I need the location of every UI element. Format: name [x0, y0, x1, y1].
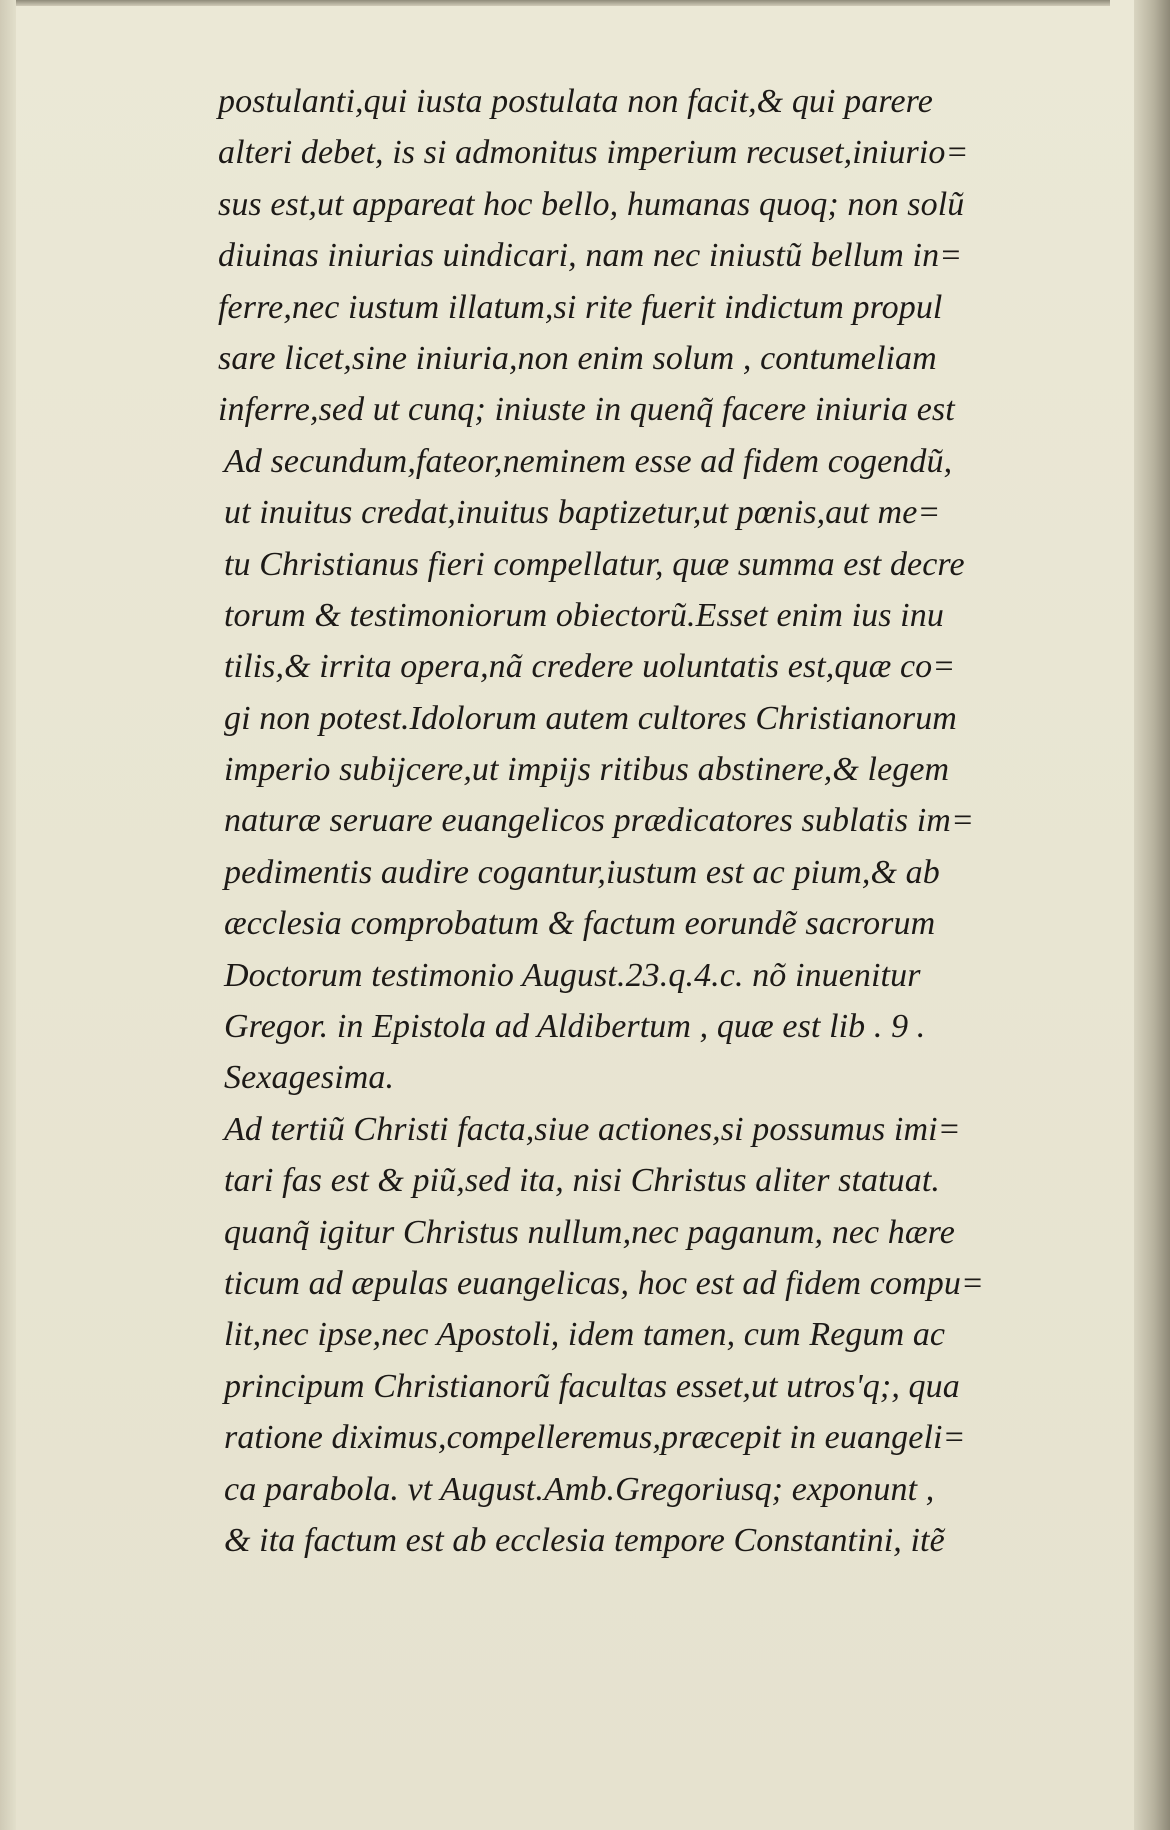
text-line: alteri debet, is si admonitus imperium recuset,iniurio=: [218, 134, 969, 172]
text-line: æcclesia comprobatum & factum eorundẽ sacrorum: [224, 905, 936, 943]
text-line: & ita factum est ab ecclesia tempore Constantini, itẽ: [224, 1521, 945, 1559]
text-line: quanq̃ igitur Christus nullum,nec paganum, nec hære: [224, 1213, 955, 1251]
text-line: sus est,ut appareat hoc bello, humanas quoq; non solũ: [218, 185, 965, 223]
text-line: Ad secundum,fateor,neminem esse ad fidem cogendũ,: [224, 442, 953, 480]
text-line: gi non potest.Idolorum autem cultores Christianorum: [224, 699, 957, 737]
text-line: diuinas iniurias uindicari, nam nec iniustũ bellum in=: [218, 237, 963, 275]
text-line: postulanti,qui iusta postulata non facit,& qui parere: [218, 83, 933, 120]
text-line: ut inuitus credat,inuitus baptizetur,ut pœnis,aut me=: [224, 494, 941, 532]
text-line: principum Christianorũ facultas esset,ut utros'q;, qua: [224, 1367, 960, 1405]
text-line: Gregor. in Epistola ad Aldibertum , quæ est lib . 9 .: [224, 1008, 926, 1046]
text-line: Sexagesima.: [224, 1059, 395, 1097]
text-block: [218, 76, 1068, 1566]
text-line: ferre,nec iustum illatum,si rite fuerit indictum propul: [218, 288, 943, 326]
text-line: inferre,sed ut cunq; iniuste in quenq̃ facere iniuria est: [218, 391, 955, 429]
text-line: Doctorum testimonio August.23.q.4.c. nõ inuenitur: [224, 956, 921, 994]
text-line: naturæ seruare euangelicos prædicatores sublatis im=: [224, 802, 974, 840]
text-line: ticum ad æpulas euangelicas, hoc est ad fidem compu=: [224, 1264, 984, 1302]
text-line: imperio subijcere,ut impijs ritibus abstinere,& legem: [224, 751, 950, 789]
page-gutter: [0, 0, 16, 1830]
text-line: sare licet,sine iniuria,non enim solum , contumeliam: [218, 339, 937, 377]
text-line: lit,nec ipse,nec Apostoli, idem tamen, cum Regum ac: [224, 1316, 946, 1354]
page-right-edge: [1134, 0, 1170, 1830]
page-top-edge: [0, 0, 1110, 6]
text-line: torum & testimoniorum obiectorũ.Esset enim ius inu: [224, 596, 944, 634]
text-line: tilis,& irrita opera,nã credere uoluntatis est,quæ co=: [224, 648, 956, 686]
text-line: ratione diximus,compelleremus,præcepit in euangeli=: [224, 1419, 966, 1457]
text-line: pedimentis audire cogantur,iustum est ac pium,& ab: [224, 853, 940, 891]
text-line: Ad tertiũ Christi facta,siue actiones,si possumus imi=: [224, 1110, 961, 1148]
text-line: tari fas est & piũ,sed ita, nisi Christus aliter statuat.: [224, 1162, 940, 1200]
text-line: ca parabola. vt August.Amb.Gregoriusq; exponunt ,: [224, 1470, 935, 1508]
text-line: tu Christianus fieri compellatur, quæ summa est decre: [224, 545, 965, 583]
